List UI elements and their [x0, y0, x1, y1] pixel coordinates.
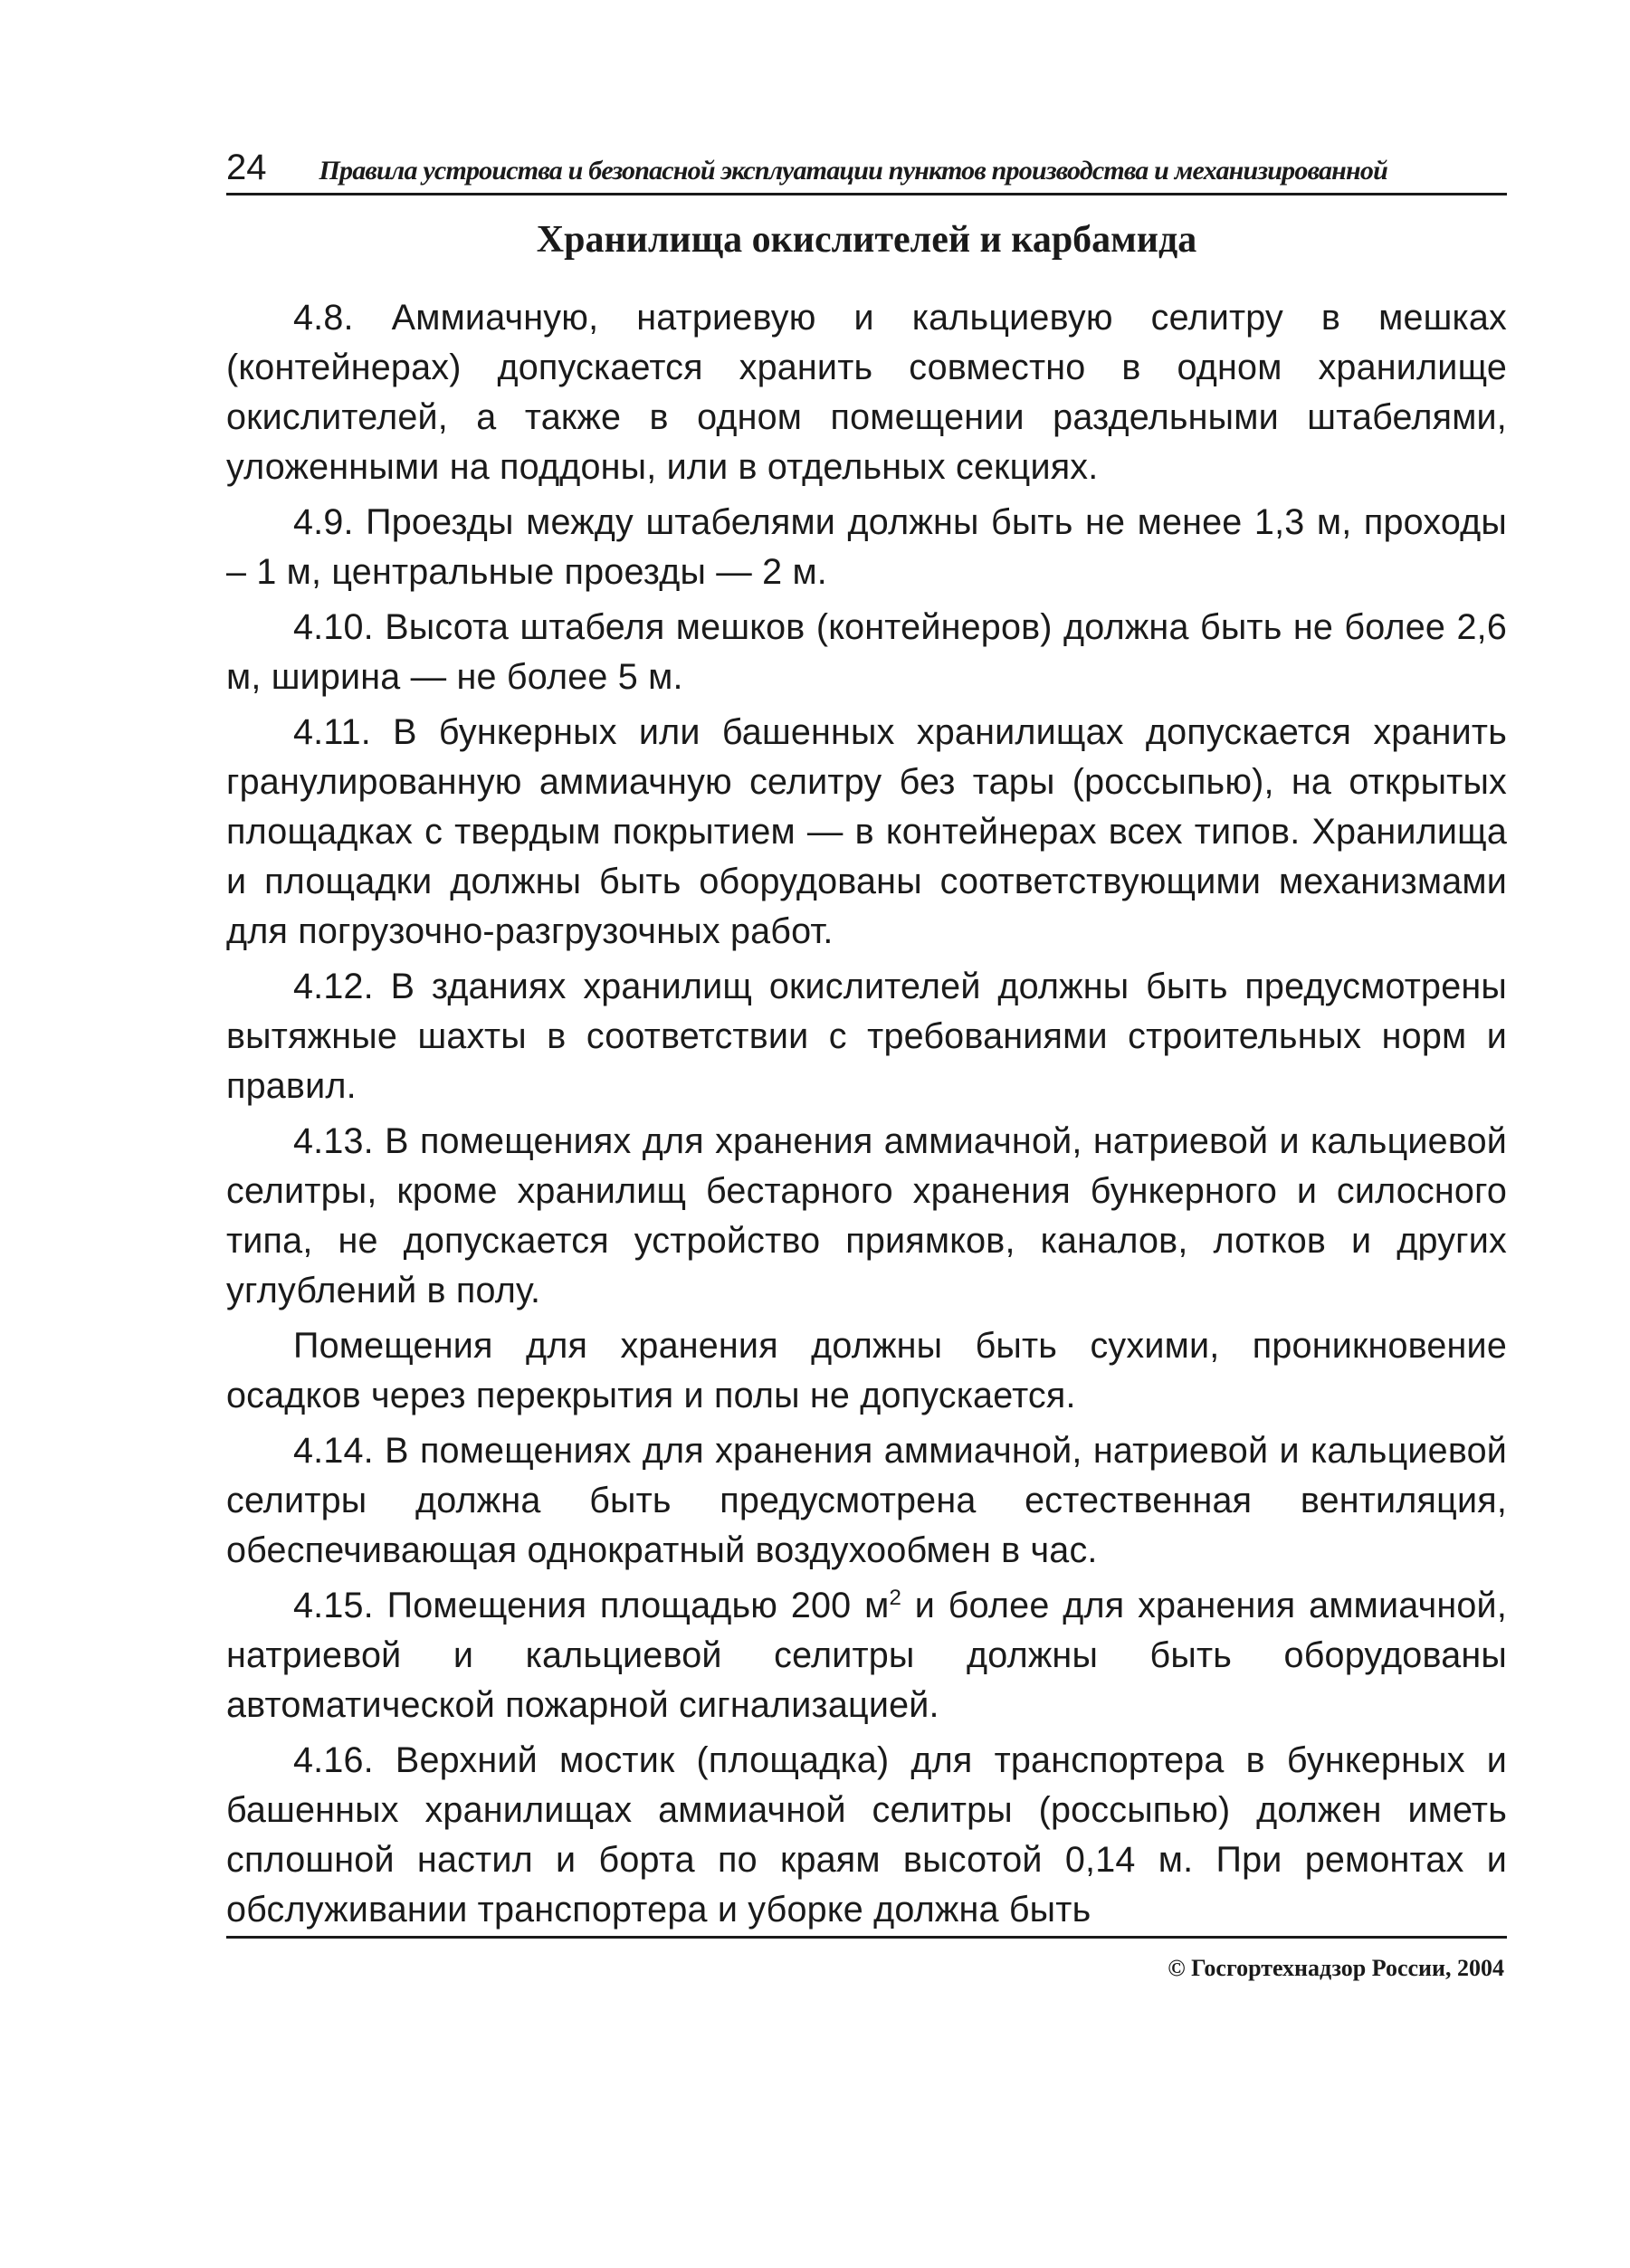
paragraph-4-9: 4.9. Проезды между штабелями должны быть не менее 1,3 м, проходы – 1 м, центральные проезды — 2 м.	[226, 502, 1507, 593]
paragraph-4-11: 4.11. В бункерных или башенных хранилищах допускается хранить гранулированную аммиачную селитру без тары (россыпью), на открытых площадках с твердым покрытием — в контейнерах всех типов. Хранилища и площадки должны быть оборудованы соответствующими механизмами для погрузочно-разгрузочных работ.	[226, 712, 1507, 952]
section-title: Хранилища окислителей и карбамида	[536, 219, 1197, 261]
paragraph-premises: Помещения для хранения должны быть сухими, проникновение осадков через перекрытия и полы не допускается.	[226, 1326, 1507, 1416]
footer-copyright: © Госгортехнадзор России, 2004	[1168, 1955, 1504, 1981]
paragraph-4-15	[226, 1581, 1507, 1730]
running-head	[226, 149, 1507, 195]
document-page	[226, 149, 1507, 1940]
paragraph-4-10: 4.10. Высота штабеля мешков (контейнеров) должна быть не более 2,6 м, ширина — не более 5 м.	[226, 607, 1507, 698]
superscript-2: 2	[889, 1586, 902, 1611]
paragraph-4-15-start: 4.15. Помещения площадью 200 м	[293, 1586, 890, 1626]
body-text	[226, 293, 1507, 1935]
footer-rule	[226, 1936, 1507, 1939]
running-title: Правила устроиства и безопасной эксплуатации пунктов производства и механизированной	[319, 156, 1387, 186]
paragraph-4-8: 4.8. Аммиачную, натриевую и кальциевую селитру в мешках (контейнерах) допускается хранить совместно в одном хранилище окислителей, а также в одном помещении раздельными штабелями, уложенными на поддоны, или в отдельных секциях.	[226, 298, 1507, 488]
paragraph-4-16: 4.16. Верхний мостик (площадка) для транспортера в бункерных и башенных хранилищах аммиачной селитры (россыпью) должен иметь сплошной настил и борта по краям высотой 0,14 м. При ремонтах и обслуживании транспортера и уборке должна быть	[226, 1740, 1507, 1930]
page-number: 24	[226, 149, 267, 187]
paragraph-4-15-end: и более для хранения аммиачной, натриевой и кальциевой селитры должны быть оборудованы автоматической пожарной сигнализацией.	[226, 1586, 1507, 1726]
paragraph-4-12: 4.12. В зданиях хранилищ окислителей должны быть предусмотрены вытяжные шахты в соответствии с требованиями строительных норм и правил.	[226, 967, 1507, 1107]
paragraph-4-13: 4.13. В помещениях для хранения аммиачной, натриевой и кальциевой селитры, кроме хранилищ бестарного хранения бункерного и силосного типа, не допускается устройство приямков, каналов, лотков и других углублений в полу.	[226, 1121, 1507, 1311]
paragraph-4-14: 4.14. В помещениях для хранения аммиачной, натриевой и кальциевой селитры должна быть предусмотрена естественная вентиляция, обеспечивающая однократный воздухообмен в час.	[226, 1431, 1507, 1571]
